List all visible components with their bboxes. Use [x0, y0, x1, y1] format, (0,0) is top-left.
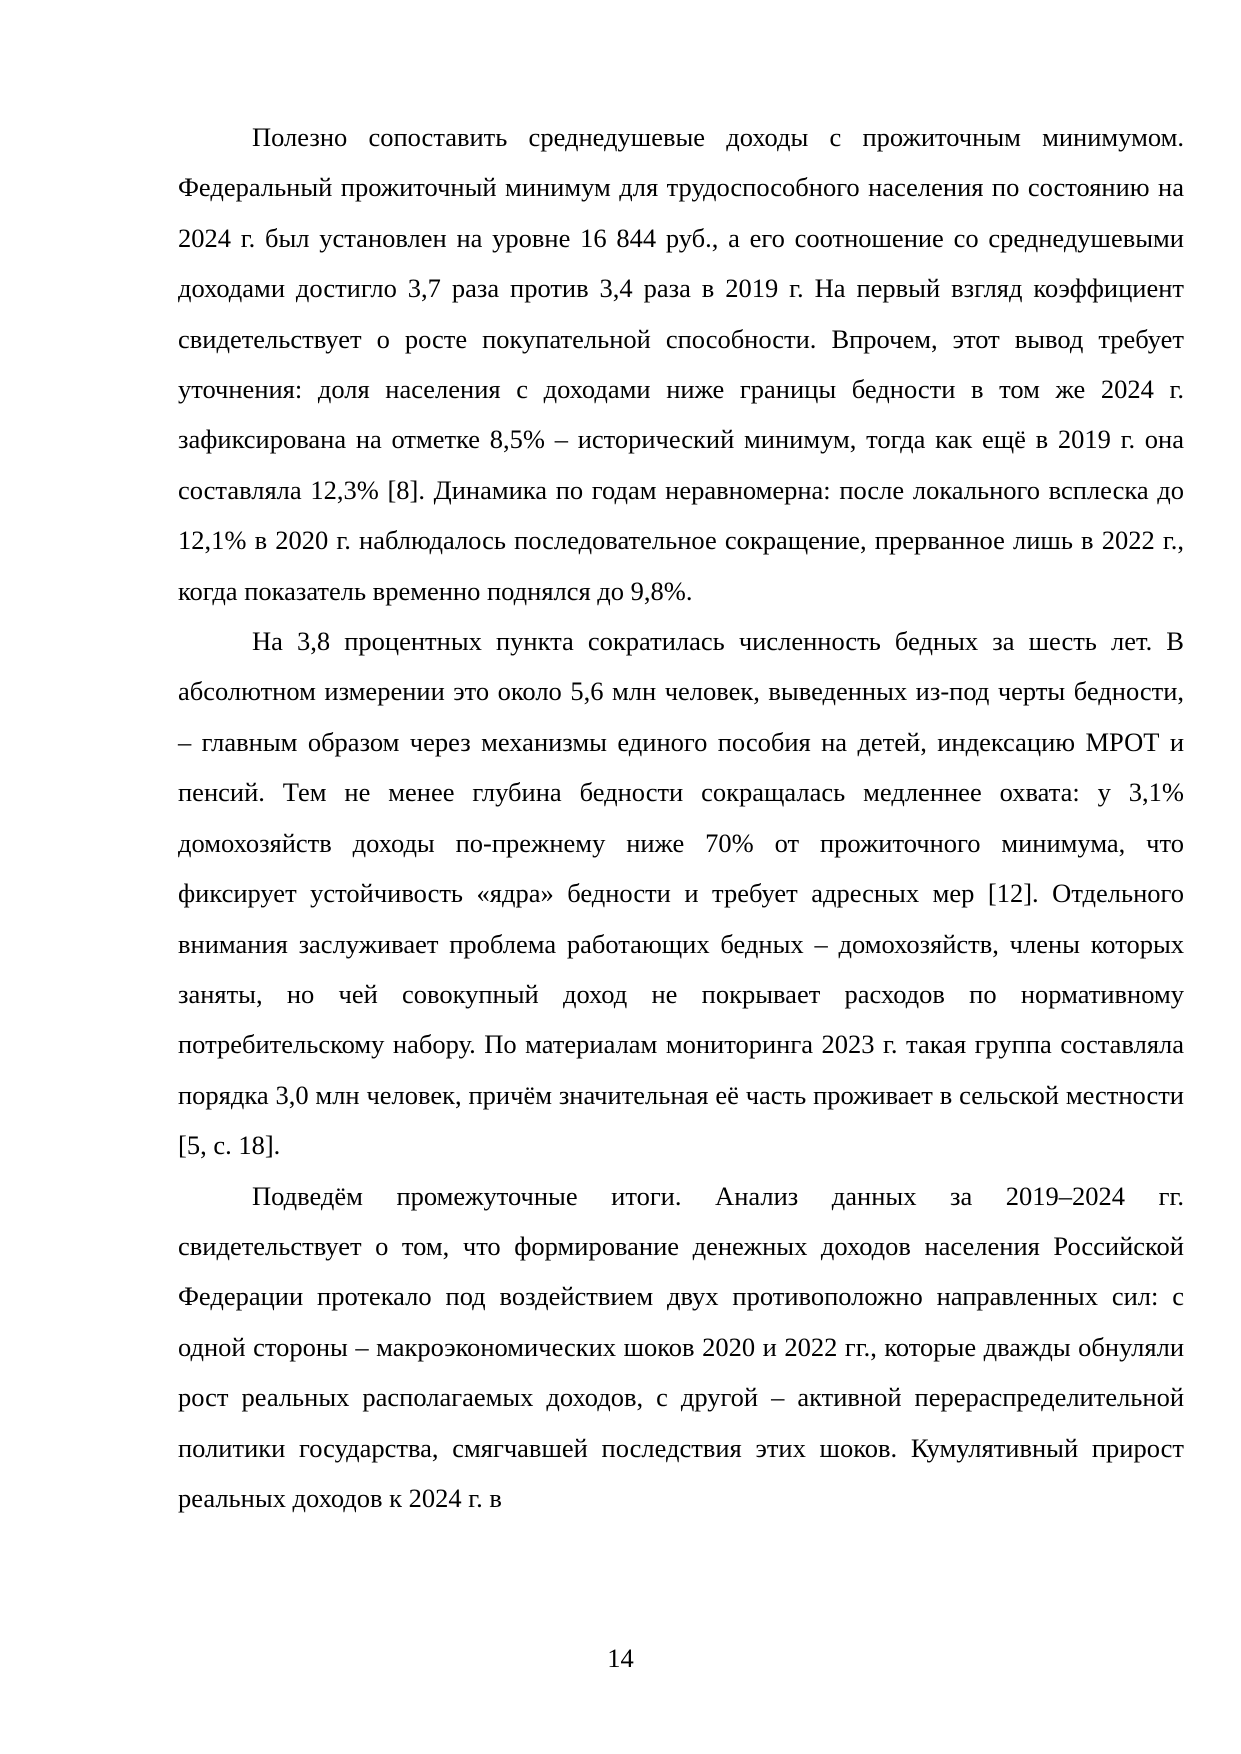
paragraph-2: На 3,8 процентных пункта сократилась численность бедных за шесть лет. В абсолютном измерении это около 5,6 млн человек, выведенных из-под черты бедности, – главным образом через механизмы единого пособия на детей, индексацию МРОТ и пенсий. Тем не менее глубина бедности сокращалась медленнее охвата: у 3,1% домохозяйств доходы по-прежнему ниже 70% от прожиточного минимума, что фиксирует устойчивость «ядра» бедности и требует адресных мер [12]. Отдельного внимания заслуживает проблема работающих бедных – домохозяйств, члены которых заняты, но чей совокупный доход не покрывает расходов по нормативному потребительскому набору. По материалам мониторинга 2023 г. такая группа составляла порядка 3,0 млн человек, причём значительная её часть проживает в сельской местности [5, с. 18].	[178, 626, 1184, 1161]
paragraph-1: Полезно сопоставить среднедушевые доходы с прожиточным минимумом. Федеральный прожиточный минимум для трудоспособного населения по состоянию на 2024 г. был установлен на уровне 16 844 руб., а его соотношение со среднедушевыми доходами достигло 3,7 раза против 3,4 раза в 2019 г. На первый взгляд коэффициент свидетельствует о росте покупательной способности. Впрочем, этот вывод требует уточнения: доля населения с доходами ниже границы бедности в том же 2024 г. зафиксирована на отметке 8,5% – исторический минимум, тогда как ещё в 2019 г. она составляла 12,3% [8]. Динамика по годам неравномерна: после локального всплеска до 12,1% в 2020 г. наблюдалось последовательное сокращение, прерванное лишь в 2022 г., когда показатель временно поднялся до 9,8%.	[178, 122, 1184, 606]
body-text	[178, 112, 1184, 1523]
page-number: 14	[607, 1643, 634, 1673]
paragraph-3: Подведём промежуточные итоги. Анализ данных за 2019–2024 гг. свидетельствует о том, что формирование денежных доходов населения Российской Федерации протекало под воздействием двух противоположно направленных сил: с одной стороны – макроэкономических шоков 2020 и 2022 гг., которые дважды обнуляли рост реальных располагаемых доходов, с другой – активной перераспределительной политики государства, смягчавшей последствия этих шоков. Кумулятивный прирост реальных доходов к 2024 г. в	[178, 1180, 1184, 1513]
